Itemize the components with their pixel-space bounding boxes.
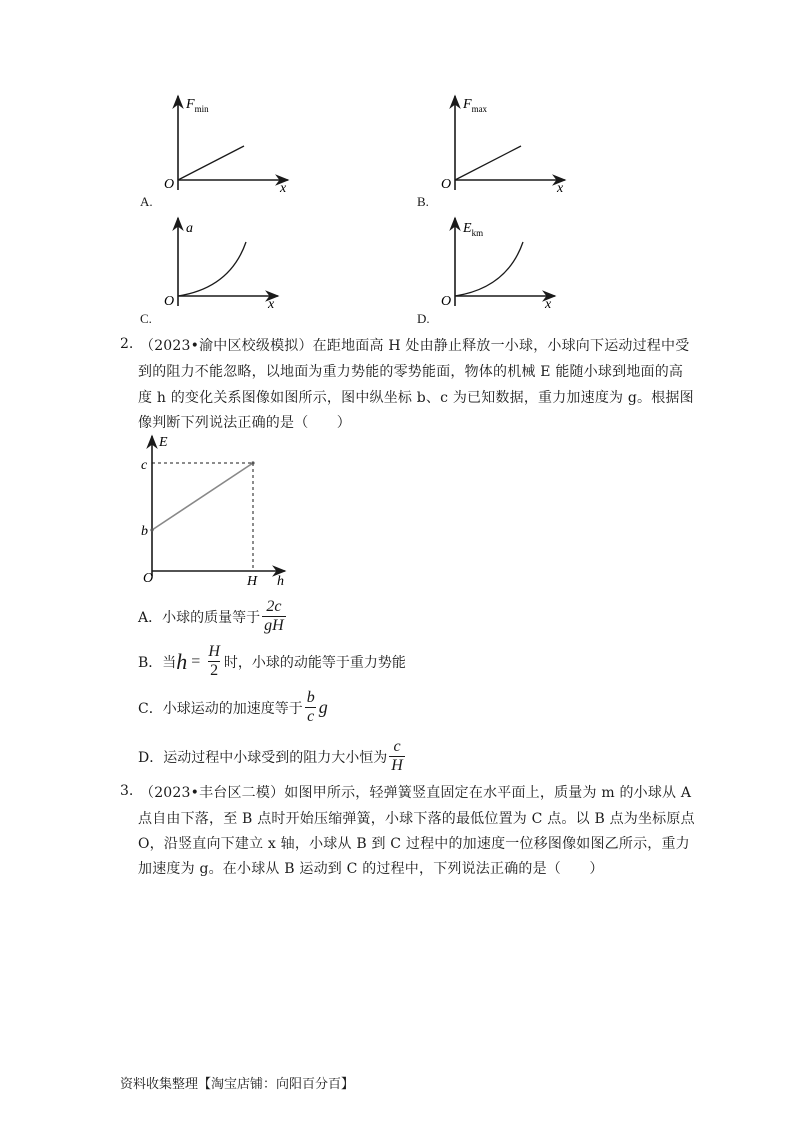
option-a-letter: A. [140, 194, 153, 209]
q2-c-label: c [141, 458, 148, 473]
option-a-graph [150, 90, 300, 200]
option-b-letter: B. [417, 194, 429, 209]
q2-option-a[interactable] [138, 598, 288, 635]
option-b-line [455, 146, 521, 180]
q2-energy-graph [135, 430, 305, 590]
q2-line-2: 到的阻力不能忽略，以地面为重力势能的零势能面，物体的机械 E 能随小球到地面的高 [138, 364, 684, 380]
q2-option-c[interactable] [138, 689, 328, 726]
q2-ylabel: E [159, 435, 168, 450]
q3-line-1: （2023•丰台区二模）如图甲所示，轻弹簧竖直固定在水平面上，质量为 m 的小球从 A [140, 785, 692, 801]
option-c-ylabel: a [186, 221, 193, 236]
q3-line-2: 点自由下落，至 B 点时开始压缩弹簧，小球下落的最低位置为 C 点。以 B 点为坐标原点 [138, 811, 695, 827]
option-c-letter: C. [140, 311, 152, 326]
q2-xlabel: h [277, 574, 284, 589]
q2-option-d-fraction: $\frac{c}{H}$ [391, 738, 403, 774]
option-c-graph [150, 212, 300, 312]
q3-number: 3. [120, 783, 134, 799]
option-d-graph [427, 212, 577, 312]
option-c-xlabel: x [268, 297, 275, 312]
option-a-ylabel: $F_{min}$ [186, 97, 209, 114]
q2-option-b-eq: = [187, 652, 205, 670]
q2-option-b-var: h [176, 648, 188, 674]
q3-line-4: 加速度为 g。在小球从 B 运动到 C 的过程中，下列说法正确的是（ ） [138, 861, 604, 877]
option-b-xlabel: x [557, 181, 564, 196]
q2-energy-line [152, 463, 253, 530]
q2-option-b-text: B．当 [138, 654, 177, 671]
q2-option-c-g: g [318, 697, 328, 717]
q2-option-a-text: A．小球的质量等于 [138, 609, 261, 626]
q2-option-b-suffix: 时，小球的动能等于重力势能 [223, 654, 406, 671]
option-b-origin: O [441, 177, 452, 192]
q2-option-c-text: C．小球运动的加速度等于 [138, 700, 303, 717]
option-a-line [178, 146, 244, 180]
option-d-origin: O [441, 294, 452, 309]
option-a-xlabel: x [280, 181, 287, 196]
option-b-graph [427, 90, 577, 200]
q2-b-label: b [141, 524, 148, 539]
q2-option-b-fraction: $\frac{H}{2}$ [208, 643, 220, 679]
q2-origin: O [143, 571, 154, 586]
option-c-curve [178, 242, 246, 296]
q3-line-3: O，沿竖直向下建立 x 轴，小球从 B 到 C 过程中的加速度一位移图像如图乙所示，重力 [138, 836, 690, 852]
q2-option-c-fraction: $\frac{b}{c}$ [306, 689, 315, 725]
q2-option-d[interactable] [138, 738, 407, 775]
q2-option-a-fraction: $\frac{2c}{gH}$ [264, 598, 284, 634]
q2-option-b[interactable] [138, 643, 406, 680]
option-d-letter: D. [417, 311, 430, 326]
option-b-ylabel: $F_{max}$ [463, 97, 488, 114]
q2-H-label: H [247, 574, 258, 589]
q2-line-4: 像判断下列说法正确的是（ ） [138, 415, 351, 431]
option-d-xlabel: x [545, 297, 552, 312]
q2-line-1: （2023•渝中区校级模拟）在距地面高 H 处由静止释放一小球，小球向下运动过程中受 [140, 338, 690, 354]
q2-number: 2. [120, 336, 134, 352]
q2-line-3: 度 h 的变化关系图像如图所示，图中纵坐标 b、c 为已知数据，重力加速度为 g。根据图 [138, 390, 694, 406]
option-d-curve [455, 242, 523, 296]
footer-text: 资料收集整理【淘宝店铺：向阳百分百】 [120, 1077, 355, 1092]
q2-option-d-text: D．运动过程中小球受到的阻力大小恒为 [138, 749, 388, 766]
option-d-ylabel: $E_{km}$ [463, 221, 484, 238]
option-a-origin: O [164, 177, 175, 192]
option-c-origin: O [164, 294, 175, 309]
